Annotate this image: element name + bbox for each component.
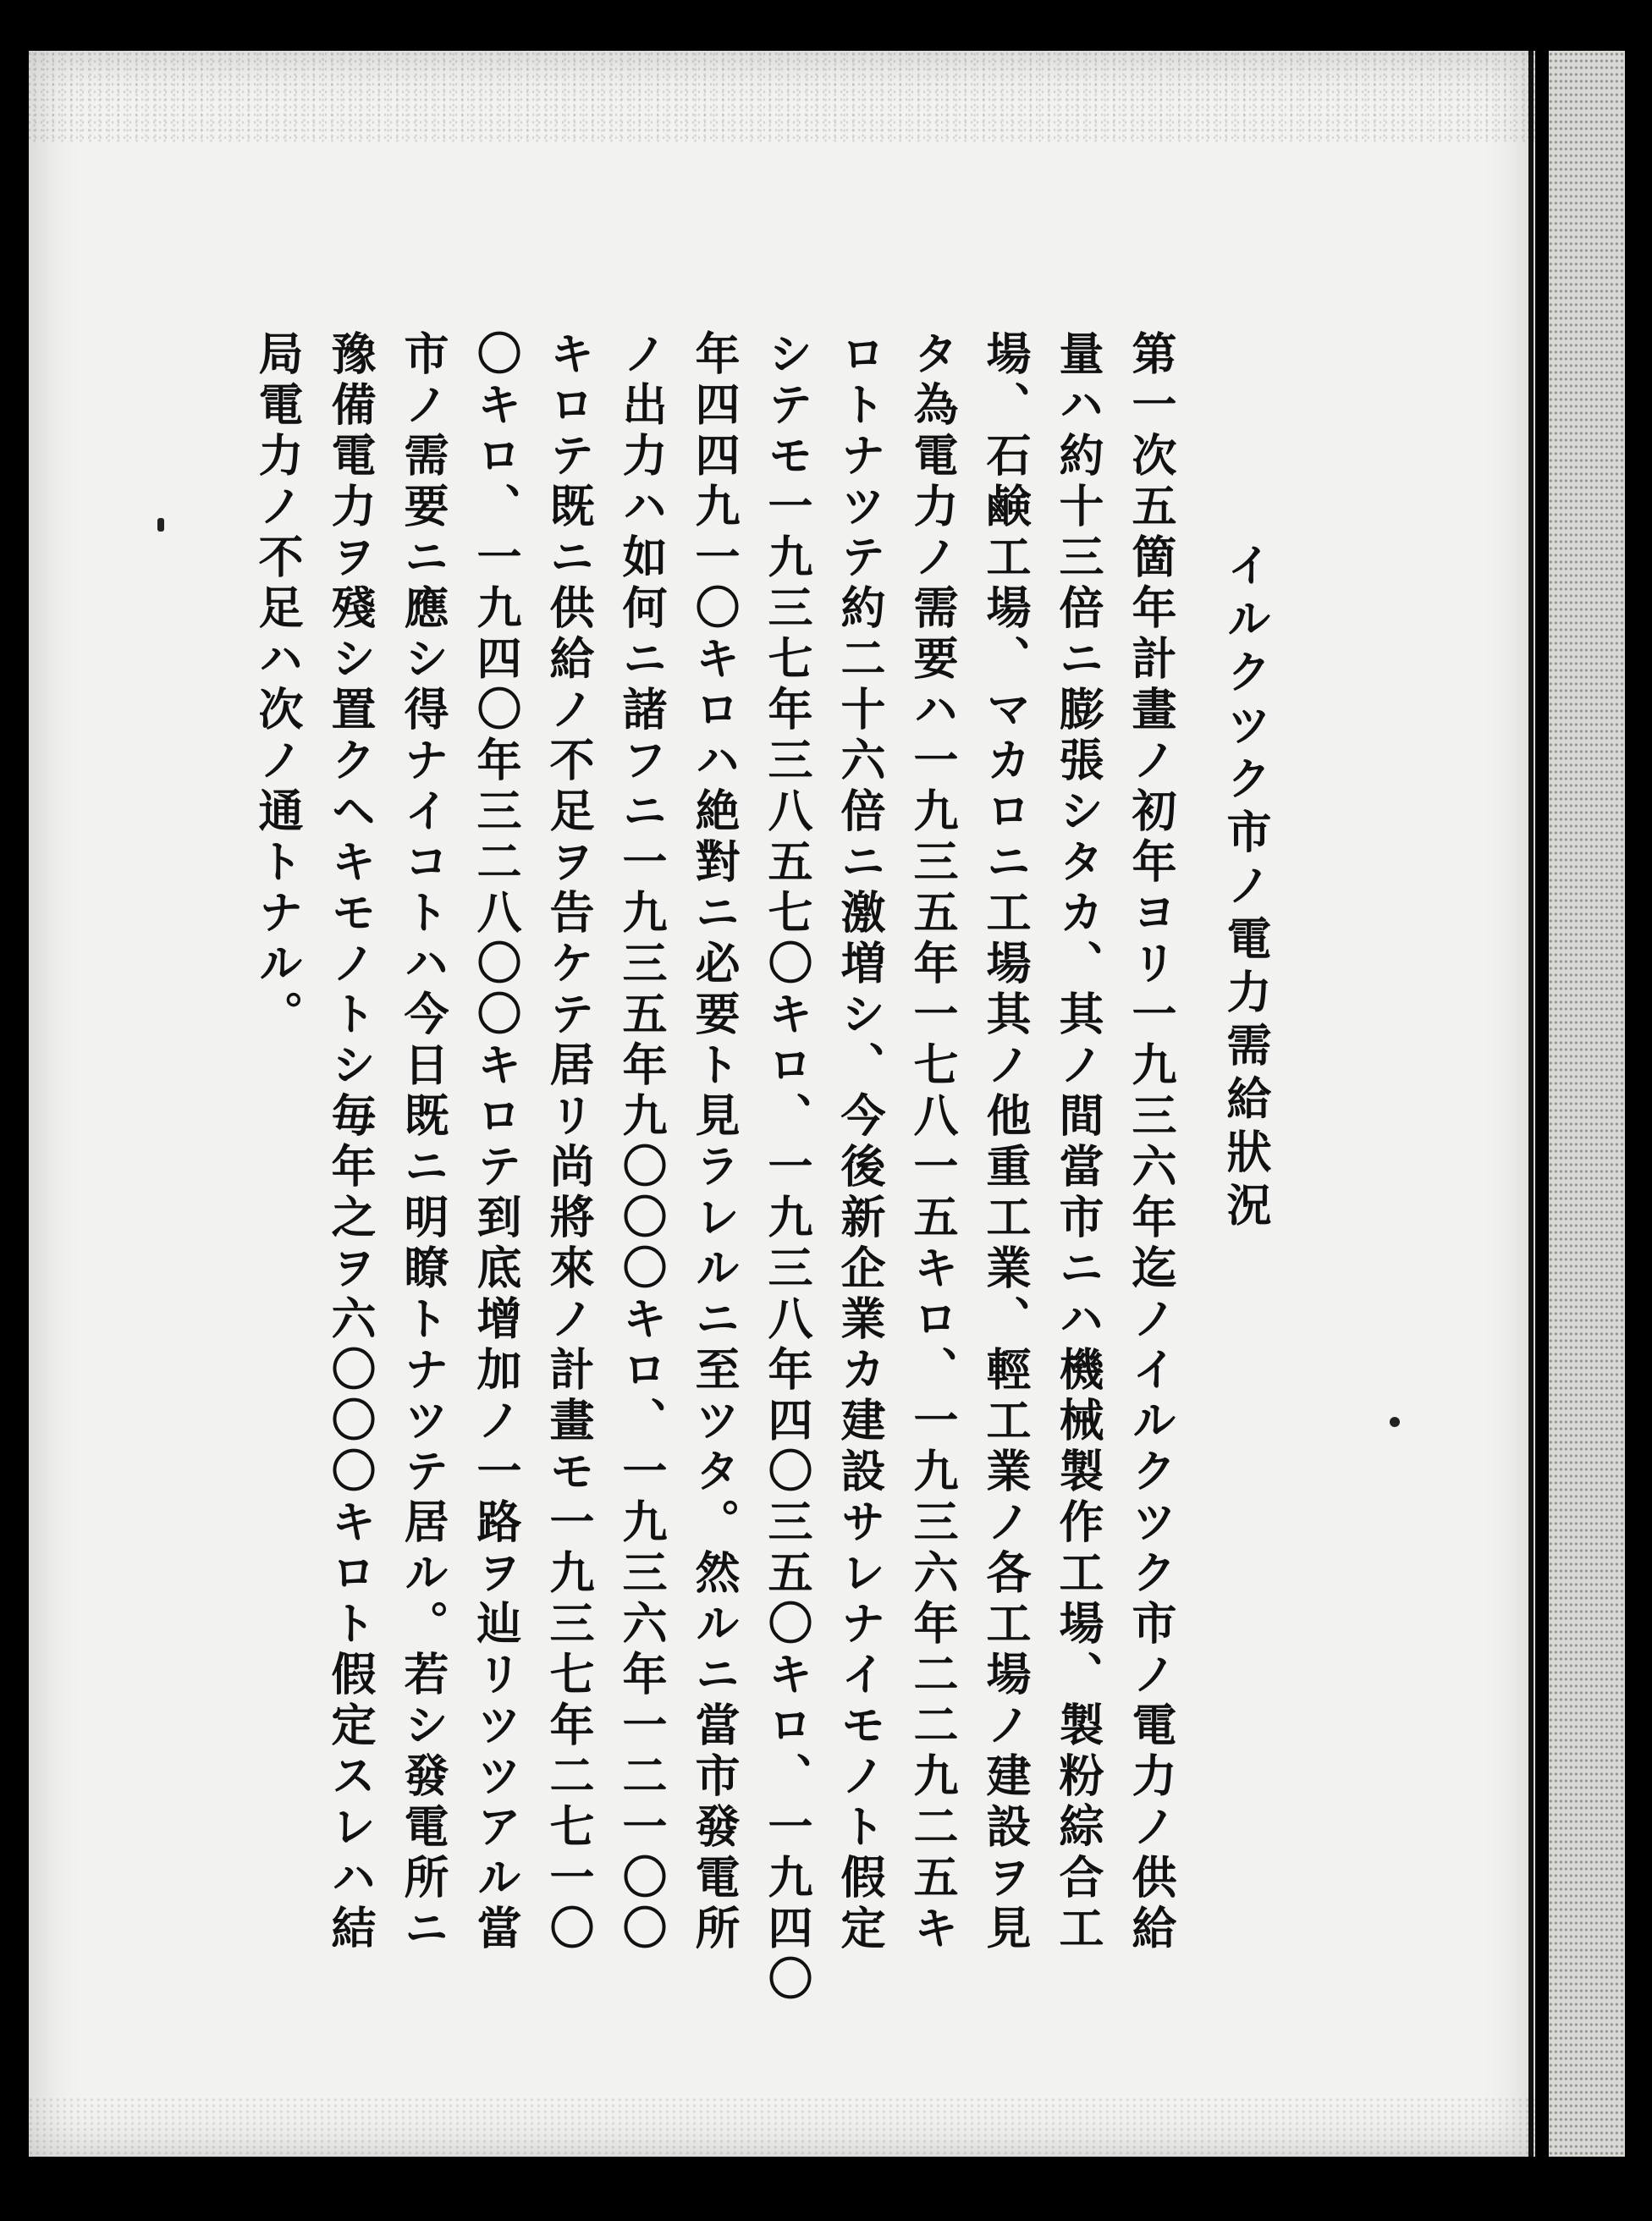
- text-line: シテモ一九三七年三八五七〇キロ、一九三八年四〇三五〇キロ、一九四〇: [761, 330, 812, 2006]
- page-gutter-edge: [1528, 51, 1534, 2157]
- text-line: ノ出力ハ如何ニ諸フニ一九三五年九〇〇〇キロ、一九三六年一二一〇〇: [615, 330, 667, 1955]
- adjacent-page-strip: [1549, 51, 1625, 2157]
- scan-noise-top: [29, 51, 1535, 144]
- vertical-text-block: [240, 330, 1281, 2150]
- text-line: 年四四九一〇キロハ絶對ニ必要ト見ラレルニ至ツタ。然ルニ當市發電所: [688, 330, 740, 1955]
- text-line: 場、石鹸工場、マカロニ工場其ノ他重工業、輕工業ノ各工場ノ建設ヲ見: [979, 330, 1031, 1955]
- scanned-page: [29, 51, 1535, 2157]
- section-heading: イルクツク市ノ電力需給狀況: [1220, 542, 1271, 1235]
- text-line: タ為電力ノ需要ハ一九三五年一七八一五キロ、一九三六年二二九二五キ: [906, 330, 958, 1955]
- stray-ink-dot: [1390, 1417, 1400, 1427]
- text-line: 豫備電力ヲ殘シ置クヘキモノトシ毎年之ヲ六〇〇〇キロト假定スレハ結: [324, 330, 376, 1955]
- text-line: キロテ既ニ供給ノ不足ヲ告ケテ居リ尚將來ノ計畫モ一九三七年二七一〇: [542, 330, 594, 1955]
- stray-ink-mark: [157, 518, 164, 532]
- text-line: 量ハ約十三倍ニ膨張シタカ、其ノ間當市ニハ機械製作工場、製粉綜合工: [1052, 330, 1104, 1955]
- text-line: 第一次五箇年計畫ノ初年ヨリ一九三六年迄ノイルクツク市ノ電力ノ供給: [1125, 330, 1176, 1955]
- text-line: 市ノ需要ニ應シ得ナイコトハ今日既ニ明瞭トナツテ居ル。若シ發電所ニ: [397, 330, 449, 1955]
- text-line: ロトナツテ約二十六倍ニ激増シ、今後新企業カ建設サレナイモノト假定: [834, 330, 885, 1955]
- text-line: 〇キロ、一九四〇年三二八〇〇キロテ到底增加ノ一路ヲ辿リツツアル當: [470, 330, 521, 1955]
- text-line: 局電力ノ不足ハ次ノ通トナル。: [251, 330, 303, 1041]
